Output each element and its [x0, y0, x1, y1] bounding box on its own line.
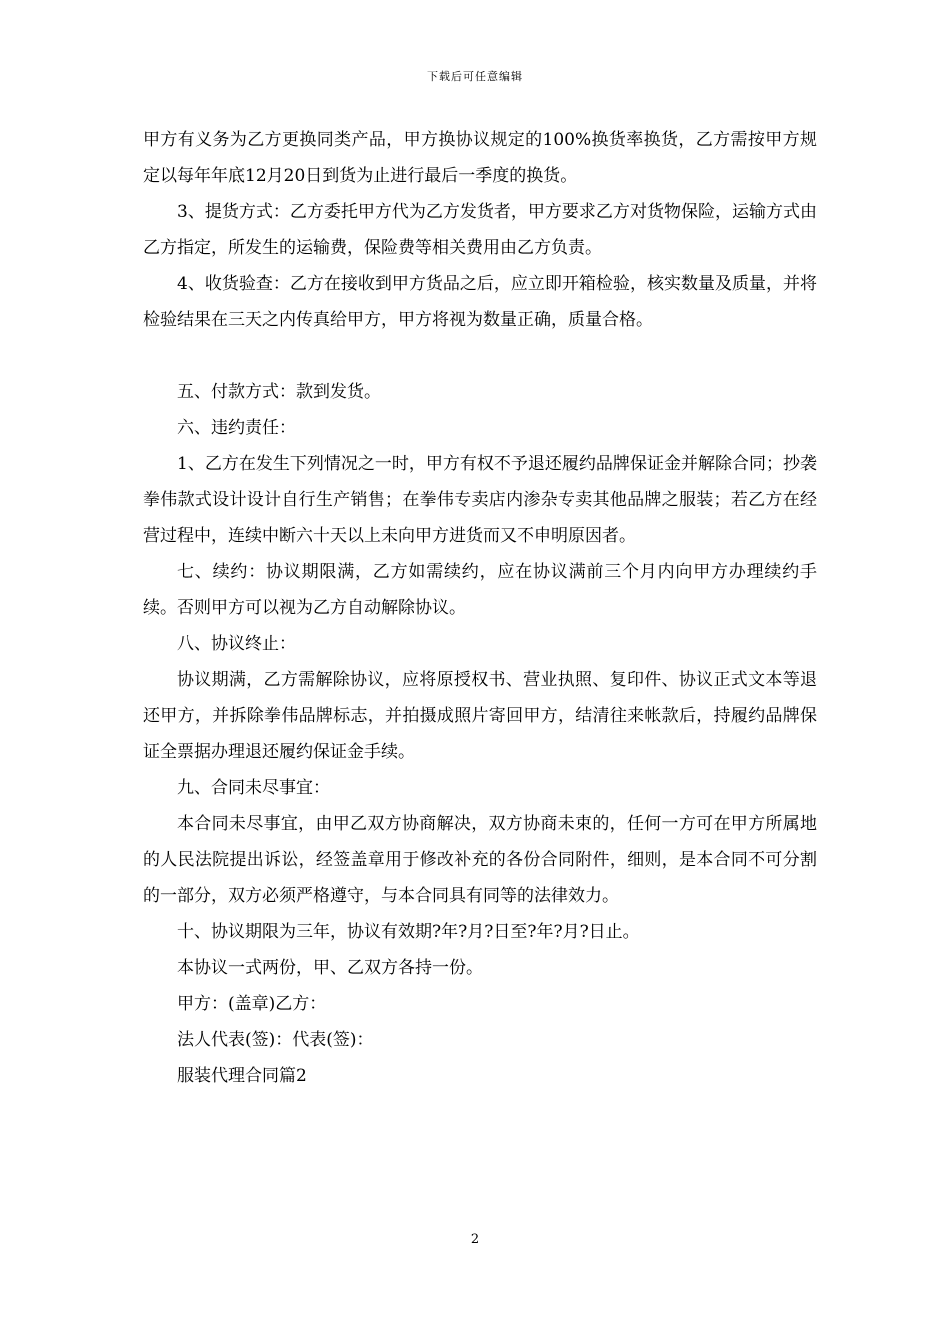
- paragraph-copies: 本协议一式两份，甲、乙双方各持一份。: [177, 958, 483, 978]
- paragraph-termination: 协议期满，乙方需解除协议，应将原授权书、营业执照、复印件、协议正式文本等退还甲方，并拆除拳伟品牌标志，并拍摄成照片寄回甲方，结清往来帐款后，持履约品牌保证全票据办理退还履约保证金手续。: [143, 670, 817, 762]
- paragraph-breach-conditions: 1、乙方在发生下列情况之一时，甲方有权不予退还履约品牌保证金并解除合同；抄袭拳伟款式设计设计自行生产销售；在拳伟专卖店内渗杂专卖其他品牌之服装；若乙方在经营过程中，连续中断六十天以上未向甲方进货而又不申明原因者。: [143, 454, 817, 546]
- signature-representative-line: 法人代表(签)：代表(签)：: [177, 1030, 374, 1050]
- heading-breach-liability: 六、违约责任：: [177, 418, 296, 438]
- heading-payment-method: 五、付款方式：款到发货。: [177, 382, 381, 402]
- page-header: 下载后可任意编辑: [427, 70, 523, 83]
- signature-party-line: 甲方：(盖章)乙方：: [177, 994, 327, 1014]
- paragraph-unresolved-matters: 本合同未尽事宜，由甲乙双方协商解决，双方协商未束的，任何一方可在甲方所属地的人民法院提出诉讼，经签盖章用于修改补充的各份合同附件，细则，是本合同不可分割的一部分，双方必须严格遵守，与本合同具有同等的法律效力。: [143, 814, 817, 906]
- heading-termination: 八、协议终止：: [177, 634, 296, 654]
- next-section-title: 服装代理合同篇2: [177, 1066, 307, 1086]
- paragraph-agreement-term: 十、协议期限为三年，协议有效期?年?月?日至?年?月?日止。: [177, 922, 640, 942]
- paragraph-goods-inspection: 4、收货验查：乙方在接收到甲方货品之后，应立即开箱检验，核实数量及质量，并将检验结果在三天之内传真给甲方，甲方将视为数量正确，质量合格。: [143, 274, 817, 330]
- paragraph-delivery-method: 3、提货方式：乙方委托甲方代为乙方发货者，甲方要求乙方对货物保险，运输方式由乙方指定，所发生的运输费，保险费等相关费用由乙方负责。: [143, 202, 817, 258]
- heading-unresolved-matters: 九、合同未尽事宜：: [177, 778, 330, 798]
- page-number: 2: [470, 1232, 480, 1247]
- paragraph-exchange-obligation: 甲方有义务为乙方更换同类产品，甲方换协议规定的100%换货率换货，乙方需按甲方规定以每年年底12月20日到货为止进行最后一季度的换货。: [143, 130, 817, 186]
- document-body: [143, 122, 817, 1094]
- paragraph-renewal: 七、续约：协议期限满，乙方如需续约，应在协议满前三个月内向甲方办理续约手续。否则甲方可以视为乙方自动解除协议。: [143, 562, 817, 618]
